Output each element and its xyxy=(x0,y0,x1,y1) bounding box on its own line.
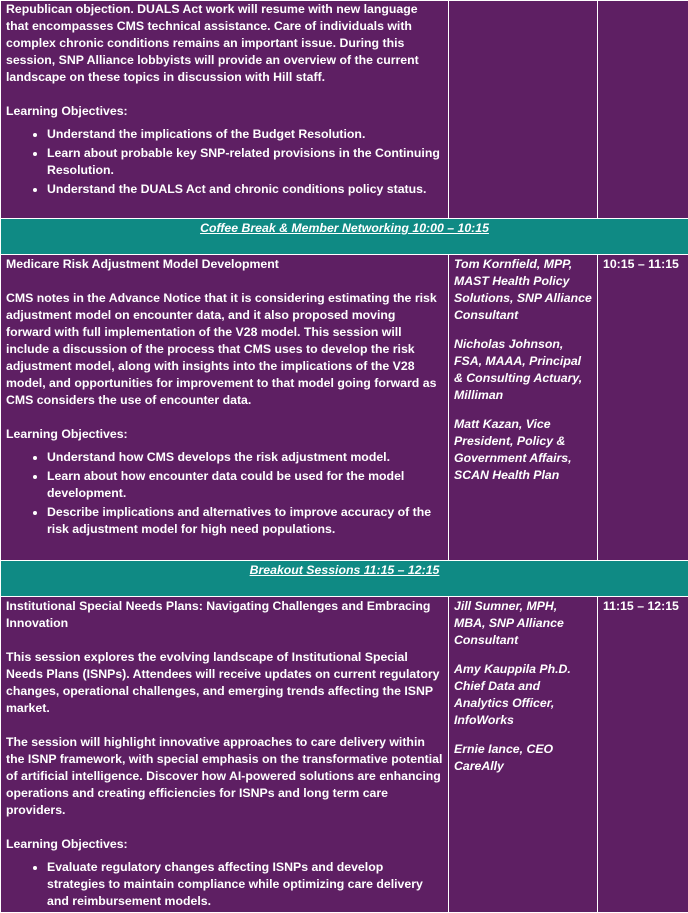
session-description: The session will highlight innovative approaches to care delivery within the ISNP framework, with special emphasis on the transformative potential of artificial intelligence. Discover how AI-powered solutions are enhancing operations and creating efficiencies for ISNPs and long term care providers. xyxy=(6,734,443,819)
objective-item: • Learn about how encounter data could be used for the model development. xyxy=(47,468,443,502)
objective-item: • Describe implications and alternatives to improve accuracy of the risk adjustment model for high need populations. xyxy=(47,504,443,538)
speaker: Nicholas Johnson, FSA, MAAA, Principal & Consulting Actuary, Milliman xyxy=(454,336,592,404)
speaker: Tom Kornfield, MPP, MAST Health Policy Solutions, SNP Alliance Consultant xyxy=(454,256,592,324)
speakers-cell xyxy=(449,255,598,561)
speaker: Amy Kauppila Ph.D. Chief Data and Analytics Officer, InfoWorks xyxy=(454,661,592,729)
session-description: CMS notes in the Advance Notice that it is considering estimating the risk adjustment model on encounter data, and it also proposed moving forward with full implementation of the V28 model. This session will include a discussion of the process that CMS uses to develop the risk adjustment model, along with insights into the implications of the V28 model, and opportunities for improvement to that model going forward as CMS considers the use of encounter data. xyxy=(6,290,443,409)
objective-item: • Understand how CMS develops the risk adjustment model. xyxy=(47,449,443,466)
session-row-duals xyxy=(1,1,688,219)
objective-item: • Understand the implications of the Budget Resolution. xyxy=(47,126,443,143)
objectives-label: Learning Objectives: xyxy=(6,103,443,120)
objectives-list xyxy=(6,859,443,910)
session-description: Republican objection. DUALS Act work will resume with new language that encompasses CMS technical assistance. Care of individuals with complex chronic conditions remains an important issue. During this session, SNP Alliance lobbyists will provide an overview of the current landscape on these topics in discussion with Hill staff. xyxy=(6,1,443,86)
break-title: Coffee Break & Member Networking 10:00 – 10:15 xyxy=(1,219,688,255)
session-content xyxy=(1,1,449,219)
session-row-isnp xyxy=(1,597,688,913)
objective-item: • Learn about probable key SNP-related provisions in the Continuing Resolution. xyxy=(47,145,443,179)
break-title: Breakout Sessions 11:15 – 12:15 xyxy=(1,561,688,597)
time-cell: 10:15 – 11:15 xyxy=(598,255,688,561)
session-description: This session explores the evolving landscape of Institutional Special Needs Plans (ISNPs). Attendees will receive updates on current regulatory changes, operational challenges, and emerging trends affecting the ISNP market. xyxy=(6,649,443,717)
objective-item: • Evaluate regulatory changes affecting ISNPs and develop strategies to maintain compliance while optimizing care delivery and reimbursement models. xyxy=(47,859,443,910)
session-title: Institutional Special Needs Plans: Navigating Challenges and Embracing Innovation xyxy=(6,598,443,632)
objectives-list xyxy=(6,126,443,198)
objective-item: • Understand the DUALS Act and chronic conditions policy status. xyxy=(47,181,443,198)
session-content xyxy=(1,255,449,561)
objectives-label: Learning Objectives: xyxy=(6,836,443,853)
speakers-cell xyxy=(449,597,598,913)
session-content xyxy=(1,597,449,913)
time-cell xyxy=(598,1,688,219)
speaker: Matt Kazan, Vice President, Policy & Government Affairs, SCAN Health Plan xyxy=(454,416,592,484)
break-row-coffee xyxy=(1,219,688,255)
objectives-list xyxy=(6,449,443,538)
objectives-label: Learning Objectives: xyxy=(6,426,443,443)
speaker: Ernie Iance, CEO CareAlly xyxy=(454,741,592,775)
session-title: Medicare Risk Adjustment Model Development xyxy=(6,256,443,273)
break-row-breakout xyxy=(1,561,688,597)
speakers-cell xyxy=(449,1,598,219)
session-row-risk-adjustment xyxy=(1,255,688,561)
time-cell: 11:15 – 12:15 xyxy=(598,597,688,913)
speaker: Jill Sumner, MPH, MBA, SNP Alliance Consultant xyxy=(454,598,592,649)
